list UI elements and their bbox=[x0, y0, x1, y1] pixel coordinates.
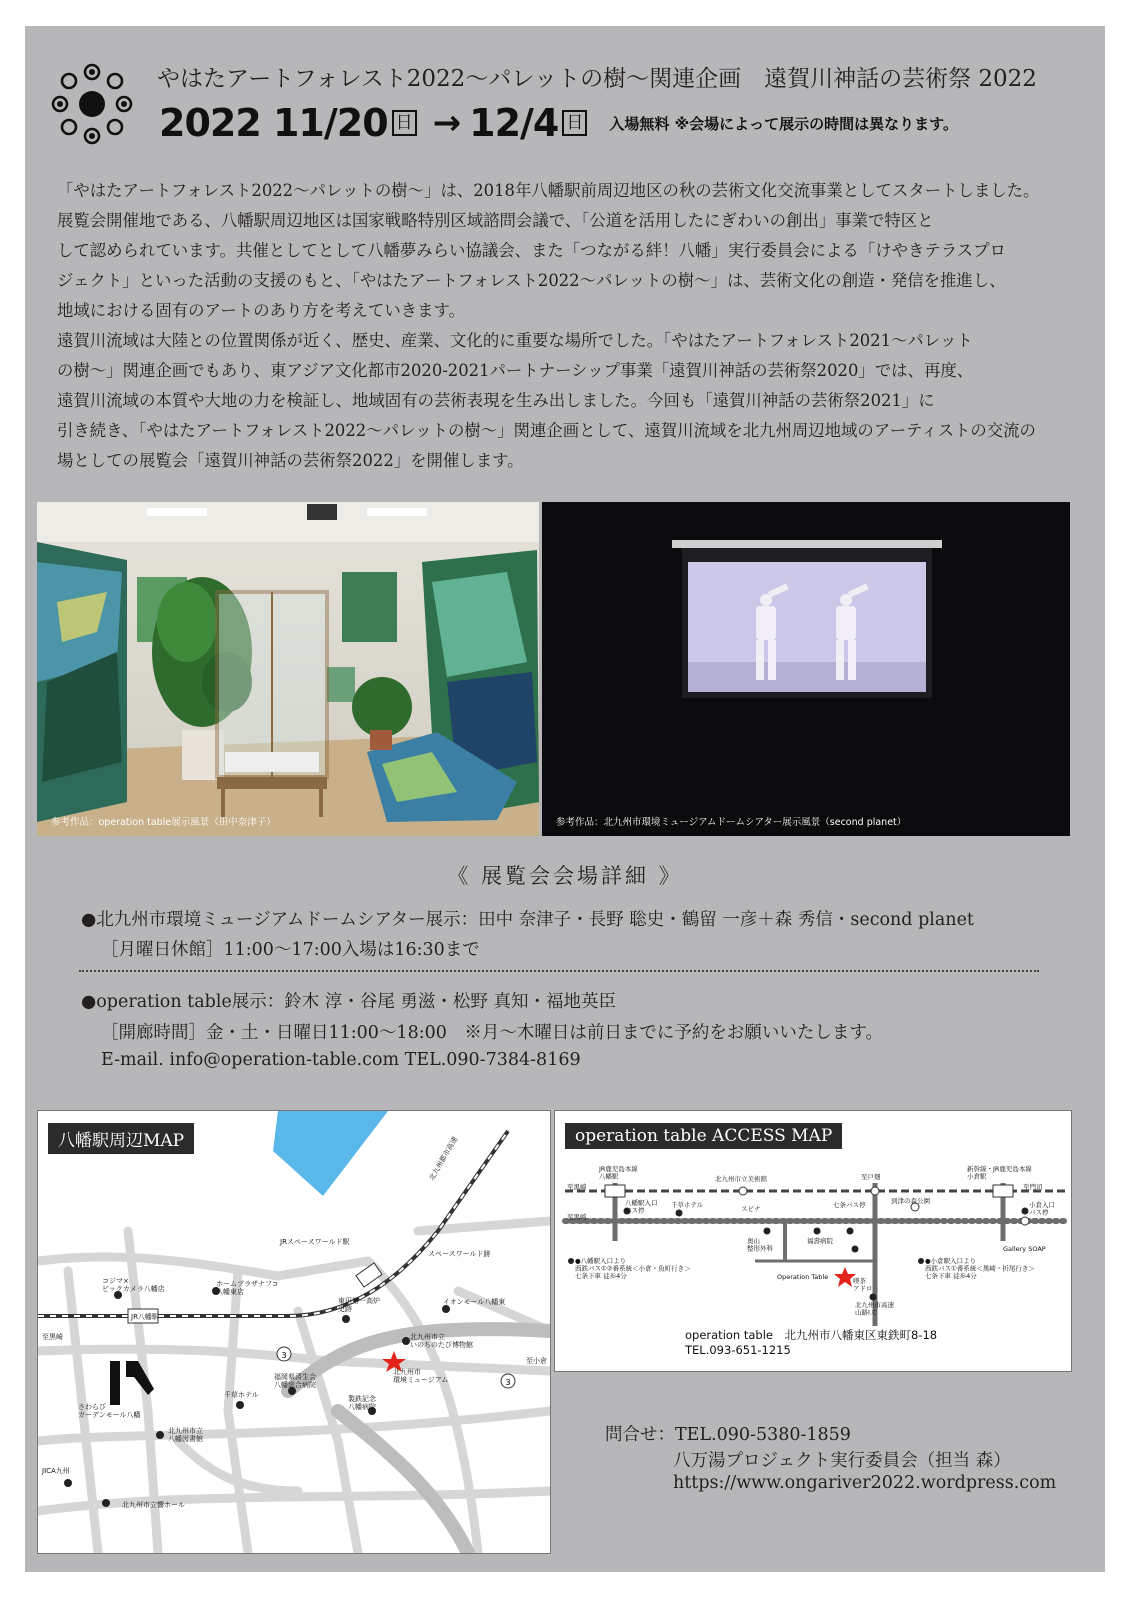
day-end-badge: 日 bbox=[562, 110, 587, 136]
map1-hibiki-hall: 北九州市立響ホール bbox=[122, 1501, 185, 1509]
route-3-label-a: 3 bbox=[281, 1351, 287, 1360]
map1-label: 八幡駅周辺MAP bbox=[48, 1123, 194, 1154]
map1-inochi: 北九州市立いのちのたび博物館 bbox=[410, 1333, 473, 1350]
map2-to-kurosaki-north: 至黒崎 bbox=[567, 1183, 587, 1191]
map1-space-world-site: スペースワールド跡 bbox=[428, 1250, 491, 1258]
date-start: 2022 11/20 bbox=[159, 101, 388, 145]
map2-chigusa-hotel: 千草ホテル bbox=[671, 1201, 704, 1209]
header-subtitle: やはたアートフォレスト2022～パレットの樹～関連企画 遠賀川神話の芸術祭 2022 bbox=[157, 66, 1037, 92]
venue-1-hours: ［月曜日休館］11:00～17:00入場は16:30まで bbox=[101, 940, 480, 960]
map2-to-moji: 至門司 bbox=[1023, 1183, 1043, 1191]
photo-operation-table bbox=[37, 502, 539, 836]
map2-to-kurosaki-south: 至黒崎 bbox=[567, 1213, 587, 1221]
day-start-badge: 日 bbox=[392, 110, 417, 136]
photo-left-caption: 参考作品：operation table展示風景（田中奈津子） bbox=[51, 817, 276, 828]
map2-art-museum: 北九州市立美術館 bbox=[715, 1175, 767, 1183]
map2-supina: スピナ bbox=[741, 1205, 761, 1213]
map1-library: 北九州市立八幡図書館 bbox=[168, 1427, 203, 1444]
contact-organizer: 八万湯プロジェクト実行委員会（担当 森） bbox=[673, 1451, 1011, 1471]
operation-table-tel: TEL.093-651-1215 bbox=[685, 1343, 791, 1357]
map2-to-tobata: 至戸畑 bbox=[861, 1173, 881, 1181]
map1-to-kokura: 至小倉 bbox=[526, 1357, 547, 1365]
intro-paragraph-1: 「やはたアートフォレスト2022～パレットの樹～」は、2018年八幡駅前周辺地区の秋の芸術文化交流事業としてスタートしました。 展覧会開催地である、八幡駅周辺地区は国家戦略特別区域諮問会議で、「公道を活用したにぎわいの創出」事業で特区と して認められています。共催としてとして八幡夢みらい協議会、また「つながる絆！八幡」実行委員会による「けやきテラスプロ ジェクト」といった活動の支援のもと、「やはたアートフォレスト2022～パレットの樹～」は、芸術文化の創造・発信を推進し、 地域における固有のアートのあり方を考えていきます。 bbox=[57, 181, 1040, 320]
dome-theater-image bbox=[542, 502, 1070, 836]
venue-2-contact: E-mail. info@operation-table.com TEL.090-7384-8169 bbox=[101, 1050, 581, 1070]
map2-yahata-busstop: 八幡駅入口バス停 bbox=[625, 1199, 658, 1215]
intro-paragraph-2: 遠賀川流域は大陸との位置関係が近く、歴史、産業、文化的に重要な場所でした。「やはたアートフォレスト2021～パレット の樹～」関連企画でもあり、東アジア文化都市2020-2021パートナーシップ事業「遠賀川神話の芸術祭2020」では、再度、 遠賀川流域の本質や大地の力を検証し、地域固有の芸術表現を生み出しました。今回も「遠賀川神話の芸術祭2021」に 引き続き、「やはたアートフォレスト2022～パレットの樹～」関連企画として、遠賀川流域を北九州周辺地域のアーティストの交流の 場としての展覧会「遠賀川神話の芸術祭2022」を開催します。 bbox=[57, 331, 1036, 470]
map2-route-from-yahata: ●八幡駅入口より西鉄バス①②番系統＜小倉・魚町行き＞七条下車 徒歩4分 bbox=[575, 1257, 691, 1280]
event-dates bbox=[159, 98, 958, 148]
map2-operation-table: Operation Table bbox=[777, 1273, 829, 1281]
festival-logo-icon bbox=[47, 59, 137, 149]
map1-higashida: 東田第一高炉史跡 bbox=[338, 1297, 380, 1314]
map1-seitetsu-hospital: 製鉄記念八幡病院 bbox=[348, 1395, 376, 1412]
map1-kojima: コジマ×ビックカメラ八幡店 bbox=[102, 1277, 165, 1294]
map1-fukuoka-hospital: 福岡県済生会八幡総合病院 bbox=[274, 1373, 316, 1390]
map2-gallery-soap: Gallery SOAP bbox=[1003, 1245, 1046, 1253]
map1-jica: JICA九州 bbox=[42, 1467, 70, 1475]
contact-tel: 問合せ：TEL.090-5380-1859 bbox=[605, 1425, 851, 1445]
operation-table-access-map bbox=[554, 1110, 1072, 1372]
map1-eco-museum: 北九州市環境ミュージアム bbox=[393, 1368, 449, 1385]
date-end: 12/4 bbox=[469, 101, 559, 145]
photo-dome-theater bbox=[542, 502, 1070, 836]
map1-highway: 北九州都市高速 bbox=[427, 1135, 460, 1182]
photo-right-caption: 参考作品：北九州市環境ミュージアムドームシアター展示風景（second planet） bbox=[556, 817, 907, 828]
gallery-installation-image bbox=[37, 502, 539, 836]
route-3-label-b: 3 bbox=[505, 1378, 511, 1387]
arrow-right-icon: → bbox=[432, 103, 462, 143]
venue-divider bbox=[79, 970, 1039, 972]
venue-2-artists: ●operation table展示：鈴木 淳・谷尾 勇滋・松野 真知・福地英臣 bbox=[81, 992, 616, 1012]
flyer-page bbox=[25, 26, 1105, 1572]
map1-to-kurosaki: 至黒崎 bbox=[42, 1333, 63, 1341]
venue-2-hours: ［開廊時間］金・土・日曜日11:00～18:00 ※月～木曜日は前日までに予約をお願いいたします。 bbox=[101, 1023, 883, 1043]
map1-homeplaza: ホームプラザナフコ八幡東店 bbox=[216, 1280, 279, 1297]
venue-1-artists: ●北九州市環境ミュージアムドームシアター展示：田中 奈津子・長野 聡史・鶴留 一彦＋森 秀信・second planet bbox=[81, 910, 974, 930]
map2-route-from-kokura: ●小倉駅入口より西鉄バス①番系統＜黒崎・折尾行き＞七条下車 徒歩4分 bbox=[925, 1257, 1035, 1280]
map2-kokura-station: 新幹線・JR鹿児島本線小倉駅 bbox=[967, 1165, 1032, 1181]
contact-website: https://www.ongariver2022.wordpress.com bbox=[673, 1473, 1057, 1493]
operation-table-address: operation table 北九州市八幡東区東鉄町8-18 bbox=[685, 1328, 938, 1342]
map2-highway-ic: 北九州市高速山路I.C bbox=[855, 1301, 894, 1317]
map1-sawaraby: さわらびガーデンモール八幡 bbox=[78, 1403, 141, 1420]
map1-chigusa-hotel: 千草ホテル bbox=[224, 1391, 259, 1399]
map2-label: operation table ACCESS MAP bbox=[565, 1123, 842, 1149]
map2-kokura-busstop: 小倉入口バス停 bbox=[1029, 1201, 1055, 1217]
yahata-station-map bbox=[37, 1110, 551, 1554]
yahata-map-graphic bbox=[38, 1111, 550, 1553]
map2-itozu-park: 到津の森公園 bbox=[891, 1197, 930, 1205]
map1-space-world-station: JRスペースワールド駅 bbox=[280, 1238, 350, 1246]
map2-jr-yahata: JR鹿児島本線八幡駅 bbox=[599, 1165, 638, 1181]
intro-text bbox=[57, 176, 1077, 476]
map2-fukusai-hospital: 福壽病院 bbox=[807, 1237, 833, 1245]
map2-shichijo-busstop: 七条バス停 bbox=[833, 1201, 866, 1209]
map2-okuyama: 奥山整形外科 bbox=[747, 1237, 773, 1253]
admission-note: 入場無料 ※会場によって展示の時間は異なります。 bbox=[609, 114, 958, 133]
map2-kissa-adoro: 喫茶アドロ bbox=[853, 1277, 873, 1293]
map1-jr-yahata: JR八幡駅 bbox=[131, 1313, 159, 1321]
map1-aeon: イオンモール八幡東 bbox=[443, 1298, 506, 1306]
venue-section-title: 《 展覧会会場詳細 》 bbox=[447, 864, 683, 888]
